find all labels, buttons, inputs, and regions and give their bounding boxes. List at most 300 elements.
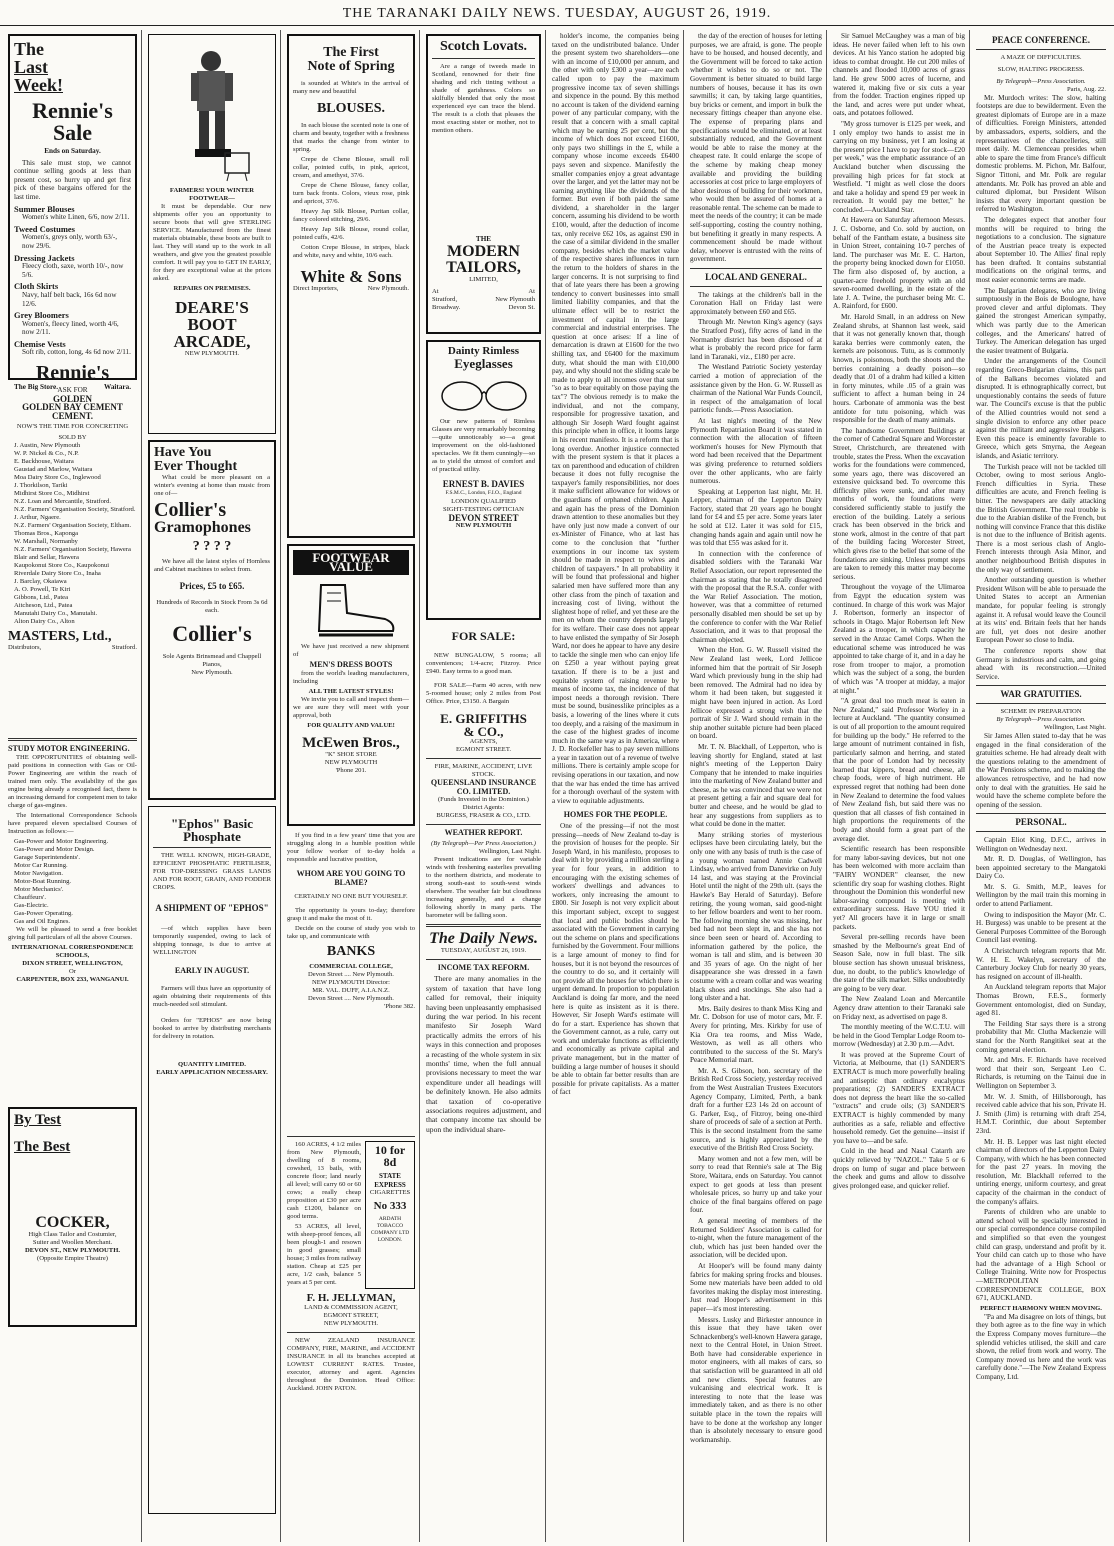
daily-news-title: The Daily News. <box>429 929 538 947</box>
column-5 <box>548 30 684 1542</box>
cement-ask: ASK FOR <box>57 386 88 394</box>
davies-t1: Dainty Rimless <box>447 345 520 357</box>
gram-agents: Sole Agents Brinsmead and Chappell Pianos, <box>162 652 262 668</box>
cig-no: No 333 <box>373 1200 407 1213</box>
gram-body: What could be more pleasant on a winter's evening at home than music from one of— <box>154 474 270 497</box>
tailors-s <box>432 296 535 304</box>
tailors-s1: Stratford, <box>432 295 458 303</box>
banks-body3: Decide on the course of study you wish to take up, and communicate with <box>287 925 415 941</box>
rennie-foot-store: The Big Store. <box>14 383 58 392</box>
col3-rule <box>287 1136 415 1137</box>
rennie-item-desc: Women's white Linen, 6/6, now 2/11. <box>22 213 130 222</box>
cement-agent: J. Arthur, Ngaere. <box>14 514 61 522</box>
qi-l4: District Agents: <box>462 804 505 812</box>
col3-rule2 <box>287 1332 415 1333</box>
cement-agent: Kaupokonui Store Co., Kaupokonui <box>14 562 110 570</box>
peace-sub1: A MAZE OF DIFFICULTIES. <box>1000 53 1082 61</box>
eyeglasses-ad <box>426 340 541 620</box>
cement-agent: Aitcheson, Ltd., Patea <box>14 602 73 610</box>
weather-body: Present indications are for variable winds with freshening easterlies prevailing to the northern districts, and moderate to strong south-east to south-west winds elsewhere. The weather fair but cloudiness increasing generally, and a change following shortly in many parts. The barometer will be falling soon. <box>426 855 541 919</box>
study-course: Gas-Electric. <box>14 901 49 909</box>
cement-agent: W. Marshall, Normanby <box>14 538 78 546</box>
blouse-item: Cotton Crepe Blouse, in stripes, black and white, navy and white, 10/6 each. <box>293 244 409 259</box>
banks-body: If you find in a few years' time that you are struggling along in a humble position while your fellow worker of to-day holds a responsible and lucrative position, <box>287 832 415 863</box>
personal-p10: Mr. R. D. Douglas, of Wellington, has been appointed secretary to the Mangatoki Dairy Co. <box>976 855 1106 881</box>
cement-agent: Alton Dairy Co., Alton <box>14 618 75 626</box>
rennie-item-desc: Women's, fleecy lined, worth 4/6, now 2/11. <box>22 319 119 337</box>
cement-t1: GOLDEN <box>52 393 92 404</box>
lg-p8: When the Hon. G. W. Russell visited the New Zealand last week, Lord Jellicoe informed him that the portrait of Sir Joseph Ward which previously hung in the ship had been removed. The Admiral had no idea by whom it had been taken, but suggested it might have been injured in action. As Lord Jellicoe expressed a strong wish that the portrait of Sir J. Ward should remain in the ship another suitable picture had been placed on board. <box>690 646 822 741</box>
mcewen: McEwen Bros., <box>302 734 400 751</box>
personal-p9: Captain Eliot King, D.F.C., arrives in Wellington on Wednesday next. <box>976 835 1106 853</box>
cement-agents <box>8 442 137 626</box>
study-course: Gas-Power and Motor Engineering. <box>14 837 109 845</box>
peace-p6: Another outstanding question is whether President Wilson will be able to persuade the United States to accept an Armenian mandate, for popular feeling is strongly against it. A refusal would leave the Council at its wits' end. Britain feels that her hands are full, yet does not desire another European Power so close to India. <box>976 576 1106 645</box>
column-3 <box>283 30 420 1542</box>
blouse-item: Crepe de Chene Blouse, fancy collar, turn back fronts. Colors, vieux rose, pink and apricot, 37/6. <box>293 182 409 205</box>
rennie-item-name: Cloth Skirts <box>14 281 59 292</box>
weather-place: Wellington, Last Night. <box>478 847 541 855</box>
tailors-b <box>432 304 535 312</box>
white-sons-foot <box>293 285 409 293</box>
masthead: THE TARANAKI DAILY NEWS. TUESDAY, AUGUST 26, 1919. <box>0 0 1114 26</box>
cement-agent: E. Backhouse, Waitara <box>14 458 74 466</box>
ephos-rule1 <box>153 847 271 848</box>
qi-l5: BURGESS, FRASER & CO., LTD. <box>436 812 531 820</box>
cement-agent: Gaustad and Marlow, Waitara <box>14 466 93 474</box>
study-course: Gas-Power Operating. <box>14 909 73 917</box>
rennie-ends: Ends on Saturday. <box>44 147 101 155</box>
lg-p9: Mr. T. N. Blackhall, of Lepperton, who is leaving shortly for England, stated at last night's meeting of the Lepperton Dairy Company that he intended to make inquiries into the marketing of New Zealand butter and cheese, as he was convinced that we were not at present getting a fair and square deal for butter and cheese, and he would be glad to hear any suggestions from suppliers as to what could be done in the matter. <box>690 742 822 829</box>
mcewen-ph: 'Phone 201. <box>335 766 367 774</box>
boots-farmers: FARMERS! YOUR WINTER FOOTWEAR— <box>169 187 255 202</box>
c7-p2: "My gross turnover is £125 per week, and I only employ two hands to assist me in carrying on my business, yet I am losing at the present price I have to pay for stock—£20 per week," was the emphatic assurance of an Auckland butcher when discussing the prevailing high prices for fat stock at Westfield. "I might as well close the doors and take a holiday and spend £9 per week in recreation. It would pay me better," he concluded.—Auckland Star. <box>833 119 965 214</box>
davies-quals: F.S.M.C., London, F.I.O., England <box>445 490 522 496</box>
lg-p12: Mr. A. S. Gibson, hon. secretary of the British Red Cross Society, yesterday received from the West Australian Trustees Executors Agency Company, Limited, Perth, a bank draft for a further £23 14s 2d on account of G. Parker, Esq., of Fitzroy, being one-third share of proceeds of sale of a section at Perth. This is the second instalment from the same source, and is highly appreciated by the executive of the British Red Cross Society. <box>690 1066 822 1153</box>
spring-body: is sounded at White's in the arrival of many new and beautiful <box>293 80 409 95</box>
foot-mens: MEN'S DRESS BOOTS <box>309 660 393 670</box>
scotch-rule <box>432 58 535 59</box>
davies-l4: NEW PLYMOUTH <box>455 522 512 530</box>
ephos-early: EARLY IN AUGUST. <box>174 965 250 975</box>
gram-records: Hundreds of Records in Stock From 3s 6d each. <box>156 598 268 614</box>
c7-p6: Throughout the voyage of the Ulimaroa from Egypt the education system was continued. In charge of this work was Major J. Robertson, formerly an inspector of schools in Otago. Major Robertson left New Zealand as a trooper, in which capacity he served in the Anzac Camel Corps. When the educational scheme was introduced he was appointed to take charge of it, and in a day he rose from trooper to major, a promotion which was the subject of a song, the burden of which was "A trooper at midday, a major at night." <box>833 583 965 695</box>
cement-agent: Manutahi Dairy Co., Manutahi. <box>14 610 98 618</box>
study-course: Motor Navigation. <box>14 869 64 877</box>
sale-title: FOR SALE: <box>451 629 516 643</box>
spring-body2: In each blouse the scented note is one of charm and beauty, together with a freshness that marks the change from winter to spring. <box>293 122 409 153</box>
lg-p13: Many women and not a few men, will be sorry to read that Rennie's sale at The Big Store, Waitara, ends on Saturday. You cannot expect to get goods at less than present wholesale prices, so hurry up and take your choice of the final bargains offered on page four. <box>690 1154 822 1215</box>
c7-p8: Scientific research has been responsible for many labor-saving devices, but not one has been welcomed with more acclaim than "FAIRY WONDER" cleanser, the new scientific dry soap for washing clothes. Right throughout the Dominion this wonderful new labor-saving compound is meeting with extraordinary success. Have YOU tried it yet? All grocers have it in large or small packets. <box>833 845 965 931</box>
rennie-item-name: Chemise Vests <box>14 338 66 349</box>
cig-price: 10 for 8d <box>374 1143 406 1169</box>
blouse-item: Crepe de Chene Blouse, small roll collar, pointed cuffs, in pink, apricot, cream, and amethyst, 37/6. <box>293 156 409 179</box>
spring-blouses: BLOUSES. <box>316 101 386 116</box>
lg-p14: A general meeting of members of the Returned Soldiers' Association is called for to-night, when the future management of the club, which has just been handed over the association, will be decided upon. <box>690 1216 822 1260</box>
cocker-l1: High Class Tailor and Costumier, <box>28 1231 117 1238</box>
qi-l2: QUEENSLAND INSURANCE CO. LIMITED. <box>430 778 537 796</box>
banks-none: CERTAINLY NO ONE BUT YOURSELF. <box>294 893 408 901</box>
col4-rule4 <box>426 959 541 960</box>
peace-sub2: SLOW, HALTING PROGRESS. <box>997 65 1085 73</box>
griffiths-1: E. GRIFFITHS <box>440 711 527 726</box>
column-4 <box>422 30 546 1542</box>
peace-p7: The conference reports show that Germany is industrious and calm, and going ahead with its reconstruction.—United Service. <box>976 647 1106 681</box>
col4-rule1 <box>426 758 541 759</box>
phosphate-ad <box>148 806 276 1514</box>
banks-who: WHOM ARE YOU GOING TO BLAME? <box>296 869 406 887</box>
gram-place: New Plymouth. <box>191 668 233 676</box>
gramophone-ad <box>148 440 276 800</box>
lg-p2: The takings at the children's ball in the Coronation Hall on Friday last were approximately between £60 and £65. <box>690 290 822 316</box>
cement-agent: Gibbons, Ltd., Patea <box>14 594 69 602</box>
homes-title: HOMES FOR THE PEOPLE. <box>563 810 668 820</box>
cement-agent: Moa Dairy Store Co., Inglewood <box>14 474 101 482</box>
weather-by: (By Telegraph—Per Press Association.) <box>431 839 536 847</box>
col8-rule5 <box>976 831 1106 832</box>
jelly-l3: NEW PLYMOUTH. <box>323 1320 379 1327</box>
ws-foot2: New Plymouth. <box>367 285 409 292</box>
column-6 <box>686 30 827 1542</box>
tailors-at2: At <box>528 287 535 295</box>
lg-p3: Through Mr. Newton King's agency (says the Stratford Post), fifty acres of land in the Normanby district has been disposed of at what is probably the record price for farm land in Taranaki, viz., £180 per acre. <box>690 318 822 361</box>
tailors-t2: TAILORS, <box>446 258 521 276</box>
ephos-body4: Orders for "EPHOS" are now being booked to arrive by distributing merchants for delivery in rotation. <box>153 1017 271 1041</box>
local-general-title: LOCAL AND GENERAL. <box>705 272 807 283</box>
col6-rule <box>690 268 822 269</box>
study-ics3: CARPENTER, BOX 233, WANGANUI. <box>16 975 129 983</box>
land-ads <box>287 1141 361 1289</box>
rennie-footer: Rennie's <box>35 362 110 385</box>
income-tax-p1: There are many anomalies in the system of taxation that have long called for removal, their iniquity having been unpleasantly emphasised during the war period. In his recent manifesto Sir Joseph Ward practically admits the errors of his ways in this connection and proposes a recasting of the whole system in six months' time, when the full annual provisions necessary to meet the war expenditure under all headings will be definitely known. He also admits that taxation of co-operative associations requires adjustment, and that company income tax should be upon the individual share- <box>426 974 541 1134</box>
davies-name: ERNEST B. DAVIES <box>442 479 525 489</box>
gram-c3: Collier's <box>172 620 252 646</box>
lg-p11: Mrs. Baily desires to thank Miss King and Mr. C. Dobson for use of motor cars, Mr. F. Avery for printing, Mrs. Kirkby for use of Kia Ora tea rooms, and Miss Wade, Westown, as well as all others who contributed to the success of the St. Mary's Peace Memorial mart. <box>690 1004 822 1065</box>
personal-p13: A Christchurch telegram reports that Mr. W. H. E. Wakelyn, secretary of the Canterbury Jockey Club for nearly 30 years, has resigned on account of ill-health. <box>976 947 1106 981</box>
griffiths-2: & CO., <box>463 724 504 739</box>
study-ics1: INTERNATIONAL CORRESPONDENCE SCHOOLS, <box>11 943 134 959</box>
war-sub: SCHEME IN PREPARATION <box>1000 707 1082 715</box>
gram-prices: Prices, £5 to £65. <box>179 581 245 591</box>
cigarette-ad <box>365 1141 415 1289</box>
foot-body3: We invite you to call and inspect them—we are sure they will meet with your approval, both <box>293 695 409 719</box>
rennie-item-name: Summer Blouses <box>14 203 75 214</box>
banks-name: BANKS <box>326 944 376 960</box>
scotch-ad <box>426 34 541 334</box>
griffiths-3: AGENTS, <box>469 738 498 745</box>
mcewen-np: NEW PLYMOUTH <box>324 758 378 766</box>
war-by: By Telegraph—Press Association. <box>996 715 1086 723</box>
peace-p3: The Bulgarian delegates, who are living sumptuously in the Bois de Boulogne, have proved clever and artful diplomats. They gained the strongest American sympathy, which was partly due to the American colleges, and the Americans' hatred of Turkey. The American delegation has urged the easier treatment of Bulgaria. <box>976 286 1106 355</box>
personal-p11: Mr. S. G. Smith, M.P., leaves for Wellington by the mail train this morning in order to attend Parliament. <box>976 882 1106 909</box>
study-course: Motor Mechanics'. <box>14 885 64 893</box>
ephos-t2: Phosphate <box>183 829 241 844</box>
cocker-l4: (Opposite Empire Theatre) <box>37 1255 108 1262</box>
banks-devon2: Devon Street .... New Plymouth. <box>308 995 394 1003</box>
gram-c1: Collier's <box>154 499 227 521</box>
gram-q: ? ? ? ? <box>192 539 232 554</box>
ephos-body3: Farmers will thus have an opportunity of again obtaining their requirements of this much-needed soil stimulant. <box>153 985 271 1009</box>
blouses-ad <box>287 34 415 538</box>
tailors-at <box>432 288 535 296</box>
davies-l1: LONDON QUALIFIED <box>451 497 516 505</box>
cement-now: NOW'S THE TIME FOR CONCRETING <box>16 423 129 431</box>
personal-p20: "Pa and Ma disagree on lots of things, but they both agree as to the fine way in which the Express Company moves furniture—the splendid vehicles utilised, the skill and care shown, the relief from work and worry. The Company moved us here and the work was carefully done."—The New Zealand Express Company, Ltd. <box>976 1312 1106 1381</box>
tailors-block <box>432 235 535 312</box>
boot-icon <box>301 579 401 639</box>
cement-agent: Midhirst Store Co., Midhirst <box>14 490 90 498</box>
cement-agent: N.Z. Farmers' Organisation Society, Stratford. <box>14 506 136 514</box>
c7-p5: The handsome Government Buildings at the corner of Cathedral Square and Worcester Street, Christchurch, are threatened with trouble, states the Press. When the excavation works for the foundations were commenced, some years ago, there was discovered an extensive quicksand bed. To overcome this difficulty piles were sunk, and after many months of work, the foundations were considered sufficiently stable to justify the erection of the building. Lately a serious crack has been observed in the brick and stone work, almost in the centre of that part of the building facing Worcester Street, which gives rise to the belief that some of the foundations are sinking. Unless prompt steps are taken to remedy this matter may become serious. <box>833 426 965 581</box>
study-course: Motor-Boat Running. <box>14 877 72 885</box>
davies-l2: SIGHT-TESTING OPTICIAN <box>443 505 524 513</box>
jellyman: F. H. JELLYMAN, <box>306 1292 396 1304</box>
editorial-date: TUESDAY, AUGUST 26, 1919. <box>440 946 527 954</box>
col8-rule2 <box>976 685 1106 686</box>
tailors-b1: Broadway. <box>432 303 461 311</box>
lg-p5: At last night's meeting of the New Plymouth Repatriation Board it was stated in connection with the allocation of fifteen workmen's houses for New Plymouth that word had been received that the Department was giving preference to returned soldiers over the other applicants, who are fairly numerous. <box>690 416 822 486</box>
griffiths-4: EGMONT STREET. <box>455 746 512 753</box>
col8-rule3 <box>976 703 1106 704</box>
rennie-item-desc: Fleecy cloth, saxe, worth 10/-, now 5/6. <box>22 262 124 279</box>
peace-title: PEACE CONFERENCE. <box>991 35 1090 45</box>
column-7 <box>829 30 970 1542</box>
tailors-at1: At <box>432 287 439 295</box>
eyeglasses-icon <box>434 374 534 414</box>
col4-rule2 <box>426 824 541 825</box>
deare-1: DEARE'S <box>175 298 249 317</box>
cement-agent: W. P. Nickel & Co., N.P. <box>14 450 79 458</box>
personal-title: PERSONAL. <box>1015 817 1067 828</box>
study-course: Gas-Power and Motor Design. <box>14 845 95 853</box>
c7-p13: Cold in the head and Nasal Catarrh are quickly relieved by "NAZOL." Take 5 or 6 drops on lump of sugar and place between the cheek and gums and allow to dissolve gives prolonged ease, and quicker relief. <box>833 1147 965 1190</box>
spring-t1: The First <box>323 45 379 60</box>
lg-p7: In connection with the conference of disabled soldiers with the Taranaki War Relief Association, our report represented the chairman as stating that he totally disagreed with the proposal that the R.S.A. confer with the War Relief Association. The motion, however, was that a committee of returned personally disabled men should be set up by the conference to confer with the War Relief Association, and it was to that proposal the chairman objected. <box>690 549 822 644</box>
sale-a1: NEW BUNGALOW, 5 rooms; all conveniences; 1/4-acre; Fitzroy. Price £940. Easy terms to a good man. <box>426 652 541 675</box>
c7-p12: It was proved at the Supreme Court of Victoria, at Melbourne, that (1) SANDER'S EXTRACT is much more powerfully healing and antiseptic than ordinary eucalyptus preparations; (2) SANDER'S EXTRACT does not depress the heart like the so-called "extracts" and crude oils; (3) SANDER'S EXTRACT is highly commended by many authorities as a safe, reliable and effective household remedy. Get the genuine—insist if you have to—and be safe. <box>833 1050 965 1145</box>
cement-agent: J. Thorkilson, Tariki <box>14 482 68 490</box>
cement-dist-town: Stratford. <box>111 644 137 652</box>
personal-p17: Mr. W. J. Smith, of Hillsborough, has received cable advice that his son, Private H. J. Smith (Jim) is returning with draft 254, H.M.T. Corinthic, due about September 23rd. <box>976 1092 1106 1135</box>
gram-h1: Have You <box>154 445 212 460</box>
sale-a2: FOR SALE—Farm 40 acres, with new 5-roomed house; only 2 miles from Post Office. Price, £3150. A Bargain <box>426 682 541 705</box>
nz-insurance: NEW ZEALAND INSURANCE COMPANY, FIRE, MARINE, and ACCIDENT INSURANCE in all its branches accepted at LOWEST CURRENT RATES. Trustee, executor, attorney and agent. Agencies throughout the Dominion. Head Office: Auckland. JOHN PATON. <box>287 1337 415 1392</box>
cement-t2: GOLDEN BAY CEMENT <box>22 402 123 413</box>
c7-p10: The New Zealand Loan and Mercantile Agency draw attention to their Taranaki sale on Friday next, as advertised on page 8. <box>833 995 965 1021</box>
c7-p1: Sir Samuel McCaughey was a man of big ideas. He never failed when left to his own devices. At his Yanco station he adopted big ideas to combat drought. He cut 200 miles of channels and flooded 10,000 acres of grass land. He grew 5000 acres of lucerne, and watered it, making five or six cuts a year from the fodder. Traction engines ripped up the land, and acres were put under wheat, oats, and potatoes followed. <box>833 32 965 118</box>
rennie-item-desc: Women's, greys only, worth 63/-, now 29/6. <box>22 233 118 250</box>
c7-p7: "A great deal too much meat is eaten in New Zealand," said Professor Worley in a lecture at Auckland. "The quantity consumed is out of all proportion to the amount required for building up the body." He referred to the large amount of nutriment contained in fish, particularly salmon and herring, and stated that the poor of London had by necessity learned that kippers, bread and cheese, all cheap foods, were of high nutriment. He expressed regret that nothing had been done in New Zealand to determine the food values of New Zealand fish, but said there was no question that all classes of fish contained in high proportions the requirements of the body and should form a great part of the average diet. <box>833 697 965 843</box>
tailors-the: THE <box>475 235 492 243</box>
spring-t2: Note of Spring <box>307 59 395 74</box>
cig-maker: ARDATH TOBACCO COMPANY LTD LONDON. <box>370 1216 410 1244</box>
cement-t3: CEMENT. <box>51 410 94 421</box>
cement-agent: J. Barclay, Okaiawa <box>14 578 67 586</box>
c7-p11: The monthly meeting of the W.C.T.U. will be held in the Good Templar Lodge Room to-morrow (Wednesday) at 2.30 p.m.—Advt. <box>833 1023 965 1049</box>
ephos-early2: EARLY APPLICATION NECESSARY. <box>156 1069 268 1077</box>
blouse-item: Heavy Jap Silk Blouse, Puritan collar, fancy colored stitching, 29/6. <box>293 208 409 223</box>
cement-agent: J. Austin, New Plymouth <box>14 442 81 450</box>
deare-2: BOOT <box>187 315 237 334</box>
study-body1: THE OPPORTUNITIES of obtaining well-paid positions in connection with Gas or Oil-Power Engineering are within the reach of trained men only. The availability of the gas engine being already a recognised fact, there is an increasing demand for competent men to take charge of gas-engines. <box>8 753 137 809</box>
peace-place: Paris, Aug. 22. <box>1066 85 1106 93</box>
war-p8: Sir James Allen stated to-day that he was engaged in the final consideration of the gratuities scheme. He had already dealt with the questions relating to the amendment of the War Pensions scheme, and to making the allowances retrospective, and he had now only to deal with the gratuities. He said he would have the scheme complete before the opening of the session. <box>976 731 1106 809</box>
homes-p: One of the pressing—if not the most pressing—needs of New Zealand to-day is the provision of houses for the people. Sir Joseph Ward, in his manifesto, proposes to deal with it by providing a million sterling a year for four years, in addition to encouraging with the existing schemes of workers' dwellings and advances to workers, only increasing the amount to £800. Sir Joseph is not very explicit about this important subject, except to suggest that local and public bodies should be associated with the Government in carrying out the scheme on plans and specifications furnished by the Government. Four millions is a large amount of money to find for houses, but it is not beyond the resources of the country to do so, and it certainly will not provide all the houses for which there is urgent demand. In proportion to population Auckland is doing far more, and the need here is quite as insistent as it is there. However, Sir Joseph Ward's estimate will do for a start. Experience has shown that the Government cannot, as a rule, carry out work and undertake functions as efficiently and economically as private capital and private management, but in the matter of building a large number of houses it should be able to obtain far better results than are possible for private capitalists. As a matter of fact <box>552 822 679 1097</box>
cig-type: CIGARETTES <box>369 1189 411 1197</box>
ephos-t1: "Ephos" Basic <box>171 816 253 831</box>
cement-dist <box>8 644 137 652</box>
davies-body: Our new patterns of Rimless Glasses are very remarkably becoming—quite unnoticeably so—a great improvement on the old-fashioned spectacles. We fit them cunningly—so as to yield the utmost of comfort and of practical utility. <box>432 418 535 473</box>
white-sons: White & Sons <box>300 267 402 286</box>
land-a1: 160 ACRES, 4 1/2 miles from New Plymouth, dwelling of 8 rooms, cowshed, 13 bails, with concrete floor; land nearly all level; will carry 60 or 60 cows; a really cheap proposition at £30 per acre cash £1200, balance on good terms. <box>287 1141 361 1220</box>
cocker-l3: DEVON ST., NEW PLYMOUTH. <box>24 1247 120 1254</box>
cement-agent: N.Z. Farmers' Organisation Society, Hawera <box>14 546 131 554</box>
ephos-ship: A SHIPMENT OF "EPHOS" <box>155 903 269 913</box>
col1-rule <box>8 738 137 741</box>
tailors-ltd: LIMITED, <box>469 275 498 283</box>
peace-p5: The Turkish peace will not be tackled till October, owing to most serious Anglo-French difficulties in Syria. These difficulties are acute, and French feeling is bitter. The newspapers are daily attacking the British Government. The real trouble is due to the Arabian dislike of the French, but nothing will convince France that this dislike is not due to the influence of British agents. There is a most serious clash of Anglo-French interests through Asia Minor, and another neighbourhood British disputes in the only way of settlement. <box>976 462 1106 574</box>
col8-rule1 <box>976 49 1106 50</box>
cocker-ad <box>8 1107 137 1327</box>
foot-latest: ALL THE LATEST STYLES! <box>308 687 394 695</box>
deare-3: ARCADE, <box>173 332 251 351</box>
weather-title: WEATHER REPORT. <box>444 828 523 838</box>
tailors-s2: New Plymouth <box>495 295 535 303</box>
gram-c2: Gramophones <box>154 519 251 536</box>
mcewen-k: "K" SHOE STORE <box>325 750 377 758</box>
lg-p10: Many striking stories of mysterious eclipses have been circulating lately, but the only one with any basis of truth is the case of a young woman named Annie Cadwell Lindsay, who arrived from Danevirke on July 14 last, and was staying at the Provincial Hotel until the night of the 29th ult. (says the Hawke's Bay Herald of Saturday). Before retiring, the young woman, said good-night to her fellow boarders and went to her room. The following morning she was missing, her bed had not been slept in, and she has not since been seen or heard of. According to information gathered by the police, the woman is tall and slim, and is between 30 and 35 years of age. On the night of her disappearance she was dressed in a fawn costume with a cream collar and was wearing black shoes and stockings. She also had a long ulster and a hat. <box>690 830 822 1003</box>
study-course: Motor Car Running. <box>14 861 68 869</box>
qi-l1: FIRE, MARINE, ACCIDENT, LIVE STOCK. <box>434 763 533 778</box>
cement-agent: A. O. Powell, Te Kiri <box>14 586 71 594</box>
jelly-l1: LAND & COMMISSION AGENT, <box>304 1304 398 1311</box>
peace-p4: Under the arrangements of the Council regarding Greco-Bulgarian claims, this part of the Balkans becomes violated and disrupted. It is ethnographically correct, but unquestionably contains the seeds of future war. The Council's excuse is that the public of the Allied countries would not send a single division to enforce any other peace against the militant and aggressive Bulgars. Even this peace is eminently favorable to Greece, which gets Smyrna, the Aegean islands, and Asiatic territory. <box>976 357 1106 460</box>
ephos-body2: —of which supplies have been temporarily suspended, owing to lack of shipping tonnage, is due to arrive at WELLINGTON <box>153 924 271 956</box>
study-course: Chauffeurs'. <box>14 893 47 901</box>
ephos-body: THE WELL KNOWN, HIGH-GRADE, EFFICIENT PHOSPHATIC FERTILISER, FOR TOP-DRESSING GRASS LANDS AND FOR ROOT, GRAIN, AND FODDER CROPS. <box>153 852 271 891</box>
foot-qual: FOR QUALITY AND VALUE! <box>307 721 395 729</box>
blouse-items <box>293 156 409 260</box>
col6-rule2 <box>690 286 822 287</box>
cement-agent: Thomas Bros., Kaponga <box>14 530 79 538</box>
boots-body: It must be dependable. Our new shipments offer you an opportunity to secure boots that will give STERLING SERVICE. Manufactured from the finest materials obtainable, these boots are built to last. They will stand up to the work in all weathers, and give you the greatest possible comfort. It will pay you to GET IN EARLY, for they are exceptional value at the prices asked. <box>153 203 271 282</box>
banks-ad <box>287 832 415 1132</box>
davies-t2: Eyeglasses <box>454 356 513 371</box>
rennie-item-desc: Navy, half belt back, 16s 6d now 12/6. <box>22 290 117 308</box>
cement-agent: Riverdale Dairy Store Co., Inaha <box>14 570 101 578</box>
col8-rule4 <box>976 813 1106 814</box>
jelly-l2: EGMONT STREET, <box>323 1312 379 1319</box>
income-tax-title: INCOME TAX REFORM. <box>437 962 530 972</box>
col4-rule3 <box>426 924 541 927</box>
peace-by: By Telegraph—Press Association. <box>996 77 1086 85</box>
qi-l3: (Funds Invested in the Dominion.) <box>437 796 530 804</box>
rennie-item-name: Grey Bloomers <box>14 310 69 321</box>
rennie-item-desc: Soft rib, cotton, long, 4s 6d now 2/11. <box>22 348 131 357</box>
income-tax-continued: holder's income, the companies being taxed on the undistributed balance. Under the present system two shareholders—one with an income of £10,000 per annum, and the other with only £300 a year—are each called upon to pay the maximum progressive income tax of seven shillings and sixpence in the pound. By this method no account is taken of the dividend earning power of any particular company, with the result that a concern with a small capital which may be earning 25 per cent, but the income of which does not exceed £1600, only pays two shillings in the £, while a company whose income exceeds £6400 pays seven and sixpence. Manifestly the smaller companies enjoy a great advantage over the larger, and yet the latter may not be earning anything like the dividends of the former. But even if both paid the same dividend, a shareholder in the larger concern, assuming his dividend to be worth £100, would, after the deduction of income tax, only receive £62 10s, as against £90 in the case of a similar dividend in the smaller company, besides which the market value of the respective shares influences in turn the return to the holders of shares in the larger concerns. It is not surprising to find that of late years there has been a growing tendency to convert businesses into small limited liability companies, and that the ultimate effect will be to restrict the investment of capital in the large commercial and industrial enterprises. The question at once arises: If a line of demarcation is drawn at £1600 for the two shilling tax, and £6400 for the maximum duty, what should the man with £10,000 pay, and why should not the sliding scale be made to apply to all incomes over that sum "so as to bear equitably on those paying the tax"? The obvious remedy is to make the individual, and not the company, responsible for progressive taxation, and although Sir Joseph Ward fought against this principle when in office, it looms large in his recent manifesto. It is a reform that is long overdue. Another injustice connected with the present system is that it places a tax on parenthood and education of children because it does not fully recognise the taxpayer's family responsibilities, nor does it make sufficient allowance for widows or the guardians of orphaned children. Again and again has the press of the Dominion drawn attention to these anomalies but they have only just now made a convert of our ex-Minister of Finance, who at last has come to the conclusion that "further exemptions in our income tax system should be made in respect to wives and children of taxpayers." In all probability it will be found that professional and higher salaried men have suffered more than any other class from the pinch of taxation and increasing cost of living, without the slightest hope of relief, and yet these are the men on whom the country depends largely for its welfare. Their case does not appear to have enlisted the sympathy of Sir Joseph Ward, nor does he appear to have any desire to tackle the single men who can enjoy life on £250 a year without paying great taxation. If there is to be a just and equitable system of raising revenue by means of income tax, the incidence of that impost needs a thorough revision. There must be sound, businesslike principles as a basis, a lowering of the lines where it cuts too deeply, and a raising of the maximum in the case of the highest grades of income much in the same way as in America, where J. D. Rockefeller has to pay seven millions a year in taxation out of a revenue of twelve millions. There is certainly ample scope for revising operations in our taxation, and now that the war has ended the time has arrived for a thorough overhaul of the system with a view to equitable adjustments. <box>552 32 679 805</box>
personal-p12: Owing to indisposition the Mayor (Mr. C. H. Burgess) was unable to be present at the General Purposes Committee of the Borough Council last evening. <box>976 910 1106 945</box>
war-place: Wellington, Last Night. <box>1043 723 1106 731</box>
footwear-banner: FOOTWEAR VALUE <box>293 550 409 575</box>
rennie-week: Week! <box>14 75 63 95</box>
study-course: Garage Superintendents'. <box>14 853 81 861</box>
cocker-t1: By Test <box>14 1112 62 1128</box>
rennie-intro: This sale must stop, we cannot continue selling goods at less than present cost, so hurry up and get first pick of these bargains offered for the last time. <box>14 158 131 201</box>
rennie-the: The <box>14 39 45 59</box>
personal-p15: The Feilding Star says there is a strong probability that Mr. Clutha Mackenzie will stand for the North Rangitikei seat at the coming general election. <box>976 1019 1106 1054</box>
ephos-qty: QUANTITY LIMITED. <box>178 1061 246 1069</box>
lg-p16: Messrs. Lusky and Birkester announce in this issue that they have taken over Schnackenberg's well-known Hawera garage, next to the Central Hotel, in Union Street. Both have had considerable experience in motor engineers, with all makes of cars, so that satisfaction will be guaranteed in all old and new clients. Special features are vulcanising and electrical work. It is interesting to note that the lease was immediately taken, and as there is no other suitable place in the town the repairs will have to be done at the workshop any longer than is absolutely necessary to ensure good workmanship. <box>690 1315 822 1444</box>
study-ad <box>8 745 137 1105</box>
foot-body2: from the world's leading manufacturers, including <box>293 669 409 685</box>
c7-p4: Mr. Harold Small, in an address on New Zealand shrubs, at Shannon last week, said that it was not generally known that, though karaka berries were commonly eaten, the kernels are poisonous. Tutu, as is commonly known, is poisonous, both the shoots and the berries containing a deadly poison—so deadly that .01 of a drahm had killed a kitten in forty minutes, while .05 of a grain was sufficient to affect a human being in 24 hours. Carbonate of ammonia was the best antidote for tutu poisoning, which was responsible for the death of many animals. <box>833 313 965 425</box>
cement-dist-label: Distributors, <box>8 644 42 652</box>
peace-p2: The delegates expect that another four months will be required to bring the negotiations to a conclusion. The signature of the Austrian peace treaty is expected about September 10. The Allies' final reply has been drafted. It contains substantial modifications on the original terms, and most easier economic terms are made. <box>976 215 1106 285</box>
blouse-item: Heavy Jap Silk Blouse, round collar, pointed cuffs, 42/6. <box>293 226 409 241</box>
perfect-harmony: PERFECT HARMONY WHEN MOVING. <box>980 1304 1102 1312</box>
cement-masters: MASTERS, Ltd., <box>8 629 112 645</box>
rennie-item-name: Dressing Jackets <box>14 252 75 263</box>
personal-p16: Mr. and Mrs. F. Richards have received word that their son, Sergeant Leo C. Richards, is returning on the Tainui due in Wellington on September 3. <box>976 1056 1106 1090</box>
land-a2: 53 ACRES, all level, with sheep-proof fences, all been plough-1 and resown in good grasses; small house; 3 miles from railway station. Cheap at £25 per acre, 1/2 cash, balance 5 years at 5 per cent. <box>287 1223 361 1286</box>
tailors-t1: MODERN <box>447 242 520 260</box>
cement-agent: N.Z. Farmers' Organisation Society, Eltham. <box>14 522 132 530</box>
scotch-body: Are a range of tweeds made in Scotland, renowned for their fine shading and rich tinting without a shade of garishness. Colors so skilfully blended that only the most experienced eye can trace the blend. The result is a cloth that pleases the most exacting sister or mother, not to mention others. <box>432 63 535 134</box>
banks-ph: 'Phone 382. <box>384 1003 415 1011</box>
boots-repairs: REPAIRS ON PREMISES. <box>173 285 251 292</box>
banks-devon: Devon Street .... New Plymouth. <box>308 971 394 979</box>
rennie-last: Last <box>14 57 49 77</box>
study-ics2: DIXON STREET, WELLINGTON, <box>22 959 123 967</box>
study-courses <box>8 838 137 926</box>
c7-p3: At Hawera on Saturday afternoon Messrs. J. C. Osborne, and Co. sold by auction, on behalf of the Fantham estate, a business site in Union Street, containing 10-7 perches of land. The purchaser was Mr. E. C. Harton, the property being knocked down for £1050. The firm also disposed of, by auction, a quarter-acre freehold property with an old seven-roomed dwelling, in the estate of the late J. A. Twine, the purchaser being Mr. C. A. Rainford, for £600. <box>833 216 965 311</box>
banks-body2: The opportunity is yours to-day; therefore grasp it and make the most of it. <box>287 907 415 923</box>
war-title: WAR GRATUITIES. <box>1000 689 1082 700</box>
study-course: Gas and Oil Engines. <box>14 917 71 925</box>
peace-p1: Mr. Murdoch writes: The slow, halting footsteps are due to bewilderment. Even the greatest diplomats of Europe are in a maze of difficulties. Foreign Ministers, attended by ambassadors, experts, soldiers, and the representatives of the chancelleries, still meet daily. M. Clemenceau presides when able to spare the time from France's difficult domestic problems. M. Pichon, Mr. Balfour, Signor Tittoni, and Mr. Polk are regular attendants. Mr. Polk has proved an able and cultured diplomat, but President Wilson insists that every important question be referred to Washington. <box>976 93 1106 214</box>
personal-p18: Mr. H. B. Lepper was last night elected chairman of directors of the Lepperton Dairy Company, with which he has been connected for the past 27 years. In moving the resolution, Mr. Blackhall referred to the untiring energy, uniform courtesy, and great capacity of the chairman in the conduct of the company's affairs. <box>976 1137 1106 1206</box>
rennie-title: Rennie's <box>32 98 113 123</box>
lg-p15: At Hooper's will be found many dainty fabrics for making spring frocks and blouses. Some new materials have been added to old favorites making the display most interesting. Just read Hooper's advertisement in this paper—it's most interesting. <box>690 1261 822 1313</box>
gram-body2: We have all the latest styles of Hornless and Cabinet machines to select from. <box>154 558 270 573</box>
c7-p9: Several pre-selling records have been smashed by the Melbourne's great End of Season Sale, now in full blast. The silk blouse section has shown unusual briskness, due, no doubt, to the public's knowledge of the state of the silk market. Silks undoubtedly are going to be very dear. <box>833 933 965 993</box>
cement-agent: N.Z. Loan and Mercantile, Stratford. <box>14 498 112 506</box>
land-cig-row <box>287 1141 415 1289</box>
column-8 <box>972 30 1110 1542</box>
cocker-name: COCKER, <box>35 1214 110 1231</box>
study-or: Or <box>69 967 76 975</box>
foot-body: We have just received a new shipment of <box>293 643 409 659</box>
farmer-boot-illustration-icon <box>167 43 257 183</box>
homes-continued: the day of the erection of houses for letting purposes, we are afraid, is gone. The people have to be housed, and housed decently, and the Government will be forced to take action whether it wishes to do so or not. The Government is better situated to build large numbers of houses, because it has its own sawmills; it can, by taking large quantities, buy bricks or cement, and import in bulk the necessary fittings cheaper than anyone else. The expense of preparing plans and specifications would be eliminated, or at least substantially reduced, and the Government would be able to raise the money at the cheapest rate. It could enlarge the scope of the scheme by making cheap money available and providing the building accessories at cost price to large employers of labor desirous of building for their workmen, who would then be assured of homes at a reasonable rental. The scheme can be made to meet the needs of the country; it can be made self-supporting, costing the country nothing, but benefiting it greatly in many respects. A commencement should be made without delay, whoever is entrusted with the reins of government. <box>690 32 822 264</box>
rennie-sale: Sale <box>52 120 93 145</box>
rennie-foot-town: Waitara. <box>104 383 131 392</box>
cement-agent: Blair and Sellar, Hawera <box>14 554 79 562</box>
tailors-b2: Devon St. <box>508 303 535 311</box>
column-2 <box>144 30 281 1542</box>
cement-sold: SOLD BY <box>58 434 87 442</box>
cocker-t2: The Best <box>14 1139 71 1155</box>
lg-p6: Speaking at Lepperton last night, Mr. H. Lepper, chairman of the Lepperton Dairy Factory, stated that 20 years ago he bought land for £4 and £5 per acre. Some years later he sold at £12. Later it was sold for £15, changing hands again and again until now he was told that £55 was asked for it. <box>690 487 822 548</box>
footwear-ad <box>287 544 415 826</box>
ws-foot1: Direct Importers, <box>293 285 339 292</box>
deare-place: NEW PLYMOUTH. <box>184 350 240 357</box>
boots-ad <box>148 34 276 434</box>
scotch-title: Scotch Lovats. <box>439 39 528 54</box>
banks-coll: COMMERCIAL COLLEGE, <box>309 963 393 971</box>
personal-p19: Parents of children who are unable to attend school will be specially interested in our special correspondence course compiled and simplified so that even the youngest child can grasp, understand and profit by it. Your child can catch up to those who have had the advantage of a High School or College Training. Write now for Prospectus—METROPOLITAN CORRESPONDENCE COLLEGE, BOX 671, AUCKLAND. <box>976 1208 1106 1303</box>
cocker-l2: Suiter and Woollen Merchant. <box>32 1239 113 1246</box>
